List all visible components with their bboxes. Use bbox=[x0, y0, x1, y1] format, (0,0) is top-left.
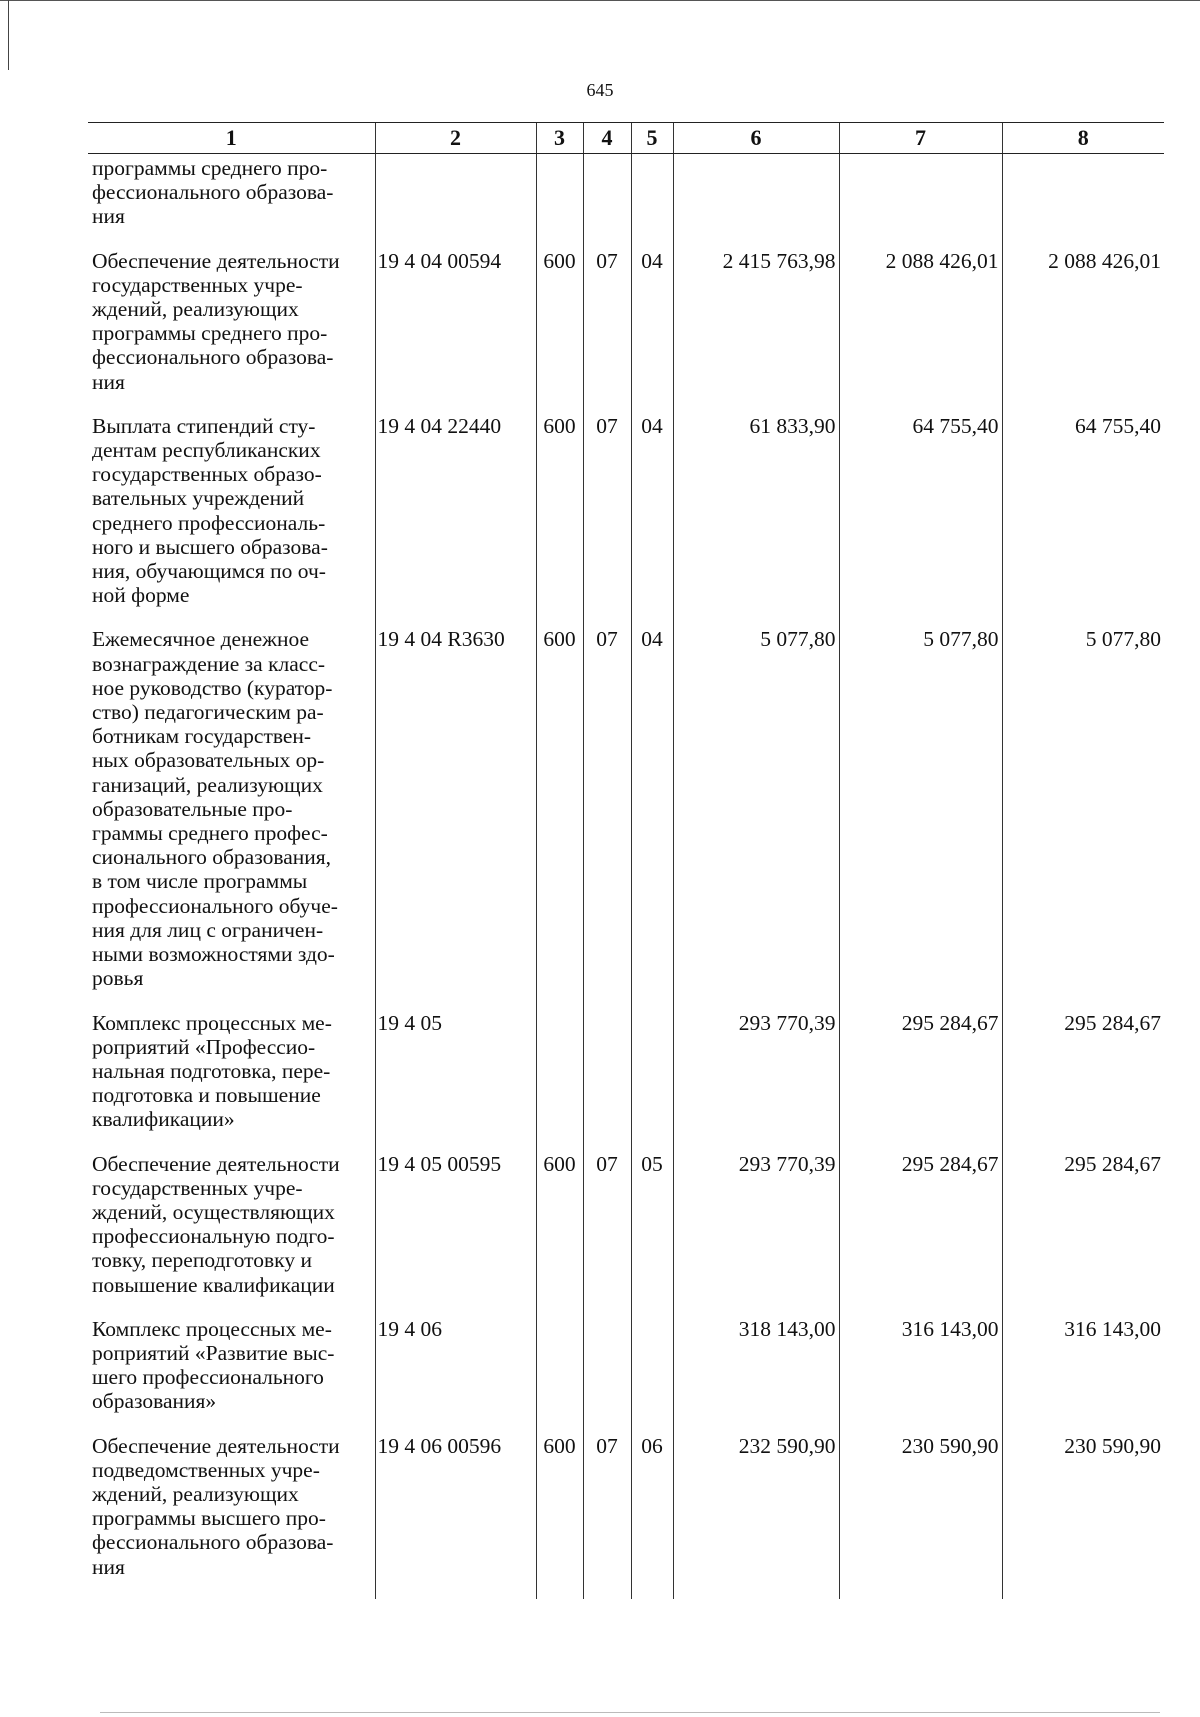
amount-year-3: 230 590,90 bbox=[1002, 1434, 1164, 1599]
expense-type: 600 bbox=[536, 249, 583, 414]
amount-year-1: 232 590,90 bbox=[673, 1434, 839, 1599]
target-code: 19 4 04 00594 bbox=[375, 249, 536, 414]
section-code: 07 bbox=[583, 249, 631, 414]
subsection-code: 04 bbox=[631, 627, 673, 1010]
column-header: 7 bbox=[839, 123, 1002, 154]
expense-type: 600 bbox=[536, 414, 583, 628]
expense-type bbox=[536, 1317, 583, 1434]
table-row bbox=[88, 627, 1164, 1010]
row-description bbox=[88, 154, 375, 249]
row-description-text: Обеспечение деятельности государственных учре- ждений, осуществляющих профессиональную подго- товку, переподготовку и повышение квалификации bbox=[92, 1151, 340, 1297]
row-description-text: Обеспечение деятельности государственных учре- ждений, реализующих программы среднего про- фессионального образова- ния bbox=[92, 248, 340, 394]
amount-year-2: 230 590,90 bbox=[839, 1434, 1002, 1599]
amount-year-2: 5 077,80 bbox=[839, 627, 1002, 1010]
section-code bbox=[583, 1317, 631, 1434]
target-code: 19 4 06 00596 bbox=[375, 1434, 536, 1599]
table-row bbox=[88, 1434, 1164, 1599]
target-code: 19 4 05 bbox=[375, 1011, 536, 1152]
table-row bbox=[88, 1152, 1164, 1317]
scan-left-edge bbox=[8, 0, 9, 70]
expense-type: 600 bbox=[536, 1434, 583, 1599]
scan-bottom-edge bbox=[100, 1712, 1160, 1713]
page-number: 645 bbox=[586, 80, 614, 100]
subsection-code bbox=[631, 154, 673, 249]
table-row bbox=[88, 414, 1164, 628]
budget-table bbox=[88, 122, 1164, 1599]
target-code: 19 4 04 R3630 bbox=[375, 627, 536, 1010]
section-code bbox=[583, 1011, 631, 1152]
target-code: 19 4 04 22440 bbox=[375, 414, 536, 628]
target-code: 19 4 06 bbox=[375, 1317, 536, 1434]
table-row bbox=[88, 1011, 1164, 1152]
amount-year-1 bbox=[673, 154, 839, 249]
column-header: 5 bbox=[631, 123, 673, 154]
target-code bbox=[375, 154, 536, 249]
section-code: 07 bbox=[583, 1434, 631, 1599]
amount-year-3: 2 088 426,01 bbox=[1002, 249, 1164, 414]
column-header: 2 bbox=[375, 123, 536, 154]
column-header: 3 bbox=[536, 123, 583, 154]
table-row bbox=[88, 249, 1164, 414]
amount-year-1: 2 415 763,98 bbox=[673, 249, 839, 414]
row-description bbox=[88, 1317, 375, 1434]
row-description-text: Обеспечение деятельности подведомственных учре- ждений, реализующих программы высшего про- фессионального образова- ния bbox=[92, 1433, 340, 1579]
subsection-code: 06 bbox=[631, 1434, 673, 1599]
row-description bbox=[88, 414, 375, 628]
amount-year-3: 5 077,80 bbox=[1002, 627, 1164, 1010]
section-code: 07 bbox=[583, 414, 631, 628]
subsection-code bbox=[631, 1317, 673, 1434]
subsection-code: 05 bbox=[631, 1152, 673, 1317]
subsection-code: 04 bbox=[631, 414, 673, 628]
amount-year-3: 295 284,67 bbox=[1002, 1011, 1164, 1152]
row-description bbox=[88, 1152, 375, 1317]
table-row bbox=[88, 154, 1164, 249]
row-description bbox=[88, 1011, 375, 1152]
section-code bbox=[583, 154, 631, 249]
row-description-text: Комплекс процессных ме- роприятий «Профессио- нальная подготовка, пере- подготовка и повышение квалификации» bbox=[92, 1010, 332, 1132]
amount-year-2: 64 755,40 bbox=[839, 414, 1002, 628]
row-description-text: Комплекс процессных ме- роприятий «Развитие выс- шего профессионального образования» bbox=[92, 1316, 335, 1414]
section-code: 07 bbox=[583, 627, 631, 1010]
row-description-text: Ежемесячное денежное вознаграждение за класс- ное руководство (куратор- ство) педагогическим ра- ботникам государствен- ных образовательных ор- ганизаций, реализующих образовательные про- граммы среднего профес- сионального образования, в том числе программы профессионального обуче- ния для лиц с ограничен- ными возможностями здо- ровья bbox=[92, 627, 338, 991]
amount-year-2: 295 284,67 bbox=[839, 1152, 1002, 1317]
amount-year-2: 316 143,00 bbox=[839, 1317, 1002, 1434]
subsection-code: 04 bbox=[631, 249, 673, 414]
row-description bbox=[88, 1434, 375, 1599]
table-row bbox=[88, 1317, 1164, 1434]
table-header-row bbox=[88, 123, 1164, 154]
expense-type: 600 bbox=[536, 627, 583, 1010]
expense-type: 600 bbox=[536, 1152, 583, 1317]
amount-year-1: 5 077,80 bbox=[673, 627, 839, 1010]
amount-year-3 bbox=[1002, 154, 1164, 249]
expense-type bbox=[536, 1011, 583, 1152]
amount-year-1: 293 770,39 bbox=[673, 1152, 839, 1317]
amount-year-3: 64 755,40 bbox=[1002, 414, 1164, 628]
amount-year-1: 318 143,00 bbox=[673, 1317, 839, 1434]
row-description-text: программы среднего про- фессионального образова- ния bbox=[92, 156, 334, 229]
column-header: 4 bbox=[583, 123, 631, 154]
row-description bbox=[88, 627, 375, 1010]
column-header: 1 bbox=[88, 123, 375, 154]
subsection-code bbox=[631, 1011, 673, 1152]
column-header: 8 bbox=[1002, 123, 1164, 154]
target-code: 19 4 05 00595 bbox=[375, 1152, 536, 1317]
scan-top-edge bbox=[0, 0, 1200, 1]
amount-year-1: 293 770,39 bbox=[673, 1011, 839, 1152]
row-description bbox=[88, 249, 375, 414]
amount-year-2: 295 284,67 bbox=[839, 1011, 1002, 1152]
row-description-text: Выплата стипендий сту- дентам республиканских государственных образо- вательных учреждений среднего профессиональ- ного и высшего образова- ния, обучающимся по оч- ной форме bbox=[92, 413, 328, 608]
amount-year-3: 295 284,67 bbox=[1002, 1152, 1164, 1317]
expense-type bbox=[536, 154, 583, 249]
column-header: 6 bbox=[673, 123, 839, 154]
section-code: 07 bbox=[583, 1152, 631, 1317]
amount-year-2 bbox=[839, 154, 1002, 249]
amount-year-2: 2 088 426,01 bbox=[839, 249, 1002, 414]
amount-year-1: 61 833,90 bbox=[673, 414, 839, 628]
amount-year-3: 316 143,00 bbox=[1002, 1317, 1164, 1434]
